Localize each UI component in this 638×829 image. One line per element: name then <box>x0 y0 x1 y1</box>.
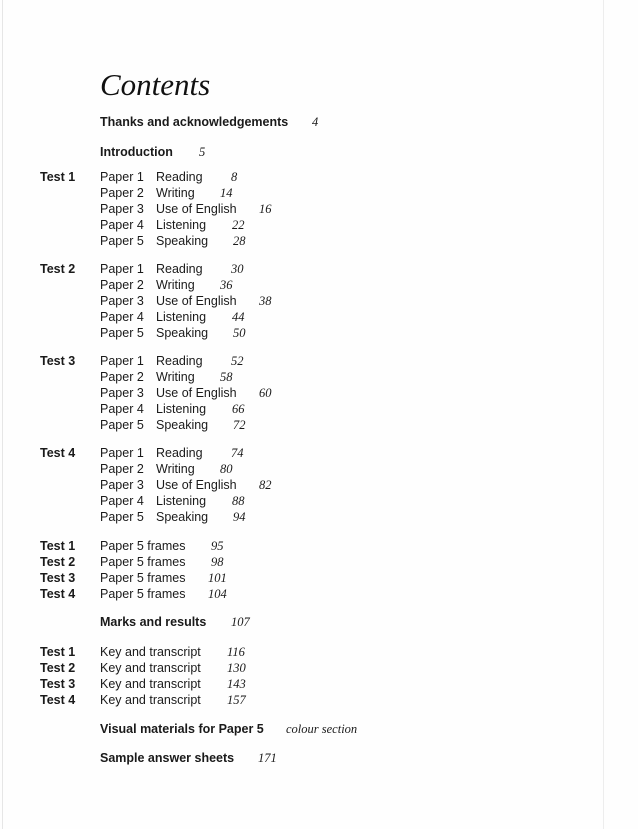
paper-name[interactable]: Reading <box>156 262 203 276</box>
paper-page: 36 <box>220 278 233 292</box>
key-transcript-page: 130 <box>227 661 246 675</box>
paper-name[interactable]: Writing <box>156 278 195 292</box>
paper-page: 14 <box>220 186 233 200</box>
paper-name[interactable]: Use of English <box>156 386 237 400</box>
paper-name[interactable]: Listening <box>156 218 207 232</box>
test-heading: Test 4 <box>40 693 76 707</box>
paper-name[interactable]: Use of English <box>156 202 237 216</box>
paper-number: Paper 2 <box>100 278 144 292</box>
toc-entry-label[interactable]: Introduction <box>100 145 173 159</box>
paper-number: Paper 4 <box>100 494 144 508</box>
paper-page: 88 <box>232 494 245 508</box>
key-transcript-entry[interactable]: Key and transcript <box>100 693 201 707</box>
key-transcript-page: 157 <box>227 693 246 707</box>
page-edge-right <box>603 0 604 829</box>
frames-entry[interactable]: Paper 5 frames <box>100 539 186 553</box>
paper-page: 50 <box>233 326 246 340</box>
key-transcript-page: 143 <box>227 677 246 691</box>
paper-number: Paper 3 <box>100 478 144 492</box>
paper-page: 28 <box>233 234 246 248</box>
sample-answer-sheets-link[interactable]: Sample answer sheets <box>100 751 235 765</box>
test-heading: Test 3 <box>40 354 76 368</box>
paper-page: 44 <box>232 310 245 324</box>
paper-page: 80 <box>220 462 233 476</box>
paper-number: Paper 4 <box>100 402 144 416</box>
paper-page: 66 <box>232 402 245 416</box>
marks-results-link[interactable]: Marks and results <box>100 615 207 629</box>
paper-number: Paper 4 <box>100 218 144 232</box>
paper-page: 58 <box>220 370 233 384</box>
frames-entry[interactable]: Paper 5 frames <box>100 555 186 569</box>
paper-name[interactable]: Listening <box>156 494 207 508</box>
key-transcript-entry[interactable]: Key and transcript <box>100 677 201 691</box>
paper-name[interactable]: Use of English <box>156 294 237 308</box>
paper-name[interactable]: Writing <box>156 186 195 200</box>
test-heading: Test 4 <box>40 587 76 601</box>
paper-page: 16 <box>259 202 272 216</box>
page-edge-left <box>2 0 3 829</box>
paper-number: Paper 2 <box>100 462 144 476</box>
test-heading: Test 1 <box>40 539 76 553</box>
test-heading: Test 4 <box>40 446 76 460</box>
paper-name[interactable]: Writing <box>156 462 195 476</box>
paper-number: Paper 2 <box>100 370 144 384</box>
test-heading: Test 1 <box>40 170 76 184</box>
toc-entry-label[interactable]: Thanks and acknowledgements <box>100 115 289 129</box>
paper-number: Paper 1 <box>100 262 144 276</box>
paper-name[interactable]: Reading <box>156 354 203 368</box>
key-transcript-entry[interactable]: Key and transcript <box>100 645 201 659</box>
paper-page: 30 <box>231 262 244 276</box>
paper-name[interactable]: Speaking <box>156 418 209 432</box>
frames-entry[interactable]: Paper 5 frames <box>100 571 186 585</box>
paper-name[interactable]: Reading <box>156 446 203 460</box>
paper-page: 8 <box>231 170 238 184</box>
paper-name[interactable]: Speaking <box>156 326 209 340</box>
paper-name[interactable]: Writing <box>156 370 195 384</box>
paper-name[interactable]: Listening <box>156 402 207 416</box>
visual-materials-page: colour section <box>286 722 358 736</box>
paper-page: 94 <box>233 510 246 524</box>
paper-number: Paper 1 <box>100 446 144 460</box>
paper-name[interactable]: Speaking <box>156 510 209 524</box>
page-title: Contents <box>100 67 211 102</box>
paper-page: 72 <box>233 418 246 432</box>
test-heading: Test 2 <box>40 661 76 675</box>
frames-page: 101 <box>208 571 227 585</box>
paper-page: 60 <box>259 386 272 400</box>
paper-number: Paper 5 <box>100 418 144 432</box>
paper-number: Paper 5 <box>100 234 144 248</box>
paper-name[interactable]: Listening <box>156 310 207 324</box>
paper-name[interactable]: Reading <box>156 170 203 184</box>
toc-entry-page: 4 <box>312 115 319 129</box>
paper-page: 22 <box>232 218 245 232</box>
frames-page: 98 <box>211 555 224 569</box>
paper-page: 52 <box>231 354 244 368</box>
paper-number: Paper 2 <box>100 186 144 200</box>
marks-results-page: 107 <box>231 615 250 629</box>
paper-number: Paper 3 <box>100 202 144 216</box>
paper-page: 74 <box>231 446 244 460</box>
paper-page: 38 <box>259 294 272 308</box>
sample-answer-sheets-page: 171 <box>258 751 277 765</box>
toc-entry-page: 5 <box>199 145 206 159</box>
paper-number: Paper 1 <box>100 170 144 184</box>
test-heading: Test 1 <box>40 645 76 659</box>
test-heading: Test 3 <box>40 571 76 585</box>
frames-page: 104 <box>208 587 227 601</box>
paper-number: Paper 3 <box>100 386 144 400</box>
paper-number: Paper 1 <box>100 354 144 368</box>
test-heading: Test 2 <box>40 555 76 569</box>
test-heading: Test 3 <box>40 677 76 691</box>
paper-number: Paper 5 <box>100 510 144 524</box>
visual-materials-link[interactable]: Visual materials for Paper 5 <box>100 722 264 736</box>
paper-page: 82 <box>259 478 272 492</box>
paper-name[interactable]: Use of English <box>156 478 237 492</box>
paper-name[interactable]: Speaking <box>156 234 209 248</box>
paper-number: Paper 5 <box>100 326 144 340</box>
paper-number: Paper 3 <box>100 294 144 308</box>
frames-entry[interactable]: Paper 5 frames <box>100 587 186 601</box>
frames-page: 95 <box>211 539 224 553</box>
test-heading: Test 2 <box>40 262 76 276</box>
paper-number: Paper 4 <box>100 310 144 324</box>
key-transcript-entry[interactable]: Key and transcript <box>100 661 201 675</box>
key-transcript-page: 116 <box>227 645 245 659</box>
